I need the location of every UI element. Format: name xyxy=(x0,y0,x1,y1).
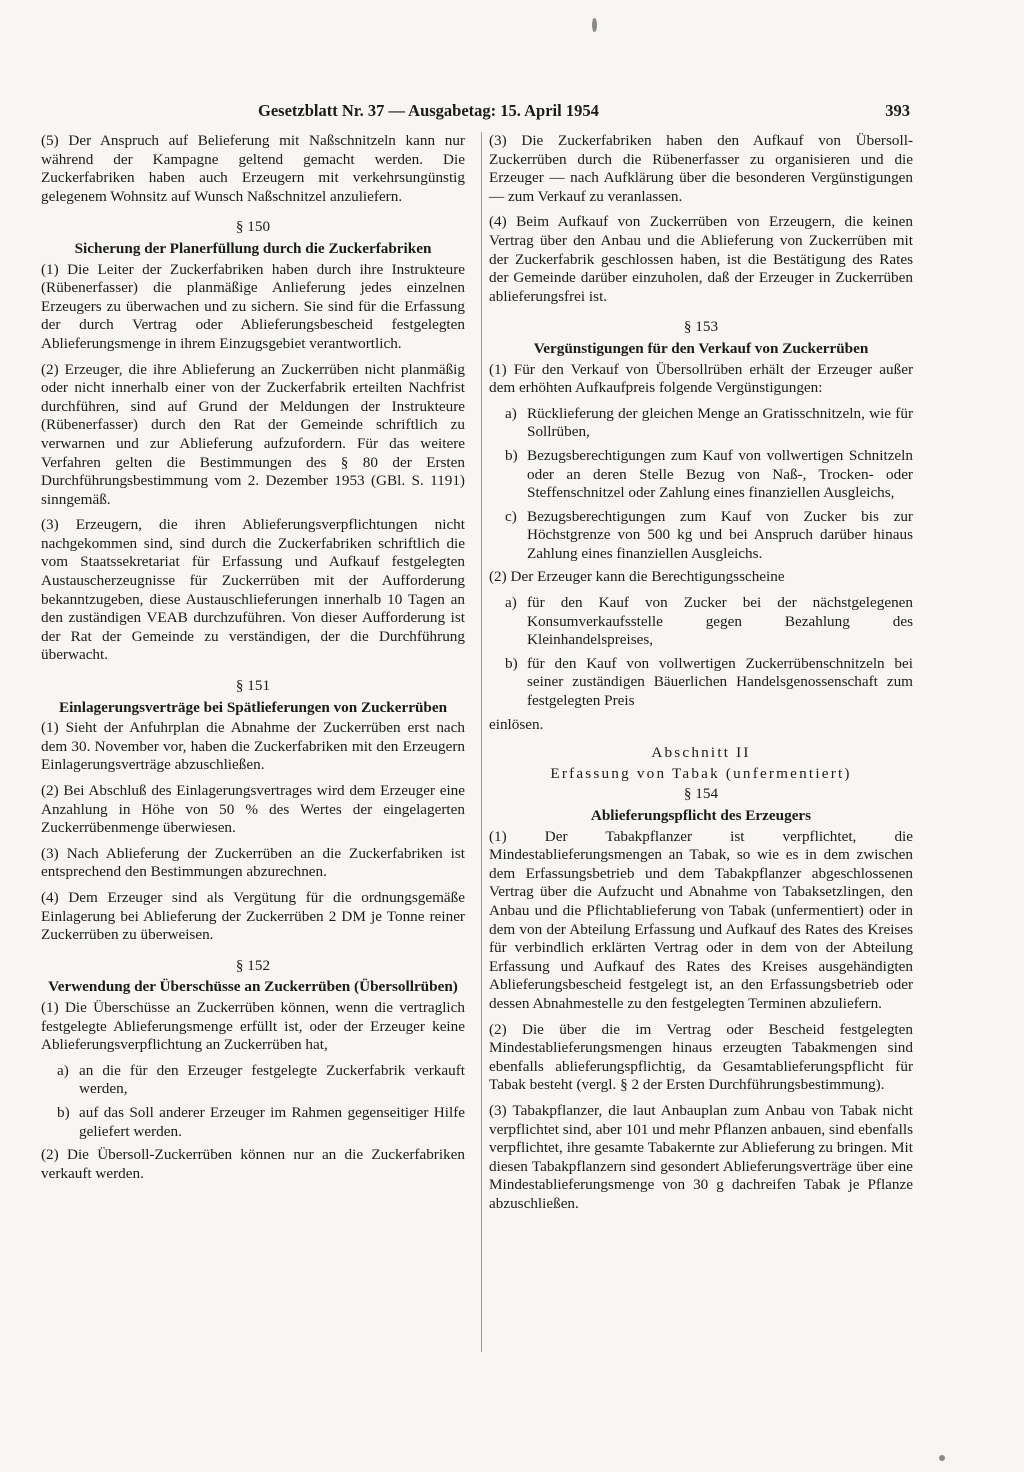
list-label: b) xyxy=(57,1103,70,1121)
list-label: a) xyxy=(57,1061,69,1079)
paragraph-152-1: (1) Die Überschüsse an Zuckerrüben können, wenn die vertraglich festgelegte Ablieferungsmenge erfüllt ist, oder der Erzeuger keine Ablieferungsverpflichtung an Zuckerrüben hat, xyxy=(41,998,465,1054)
section-number-150: § 150 xyxy=(235,218,271,236)
paragraph-151-1: (1) Sieht der Anfuhrplan die Abnahme der Zuckerrüben erst nach dem 30. November vor, haben die Zuckerfabriken mit den Erzeugern Einlagerungsverträge abzuschließen. xyxy=(41,719,465,774)
section-title-153: Vergünstigungen für den Verkauf von Zuckerrüben xyxy=(533,339,869,357)
section-number-151: § 151 xyxy=(235,677,271,695)
list-label: a) xyxy=(505,404,517,422)
section-title-152: Verwendung der Überschüsse an Zuckerrüben (Übersollrüben) xyxy=(48,978,458,996)
part-subheading: Erfassung von Tabak (unfermentiert) xyxy=(550,764,852,782)
list-item xyxy=(489,508,913,564)
page-header xyxy=(258,101,910,125)
list-item xyxy=(41,1104,465,1141)
part-heading: Abschnitt II xyxy=(651,744,751,762)
list-text: Bezugsberechtigungen zum Kauf von Zucker bis zur Höchstgrenze von 500 kg und bei Anspruch darüber hinaus Zahlung eines finanziellen Ausgleichs. xyxy=(527,507,913,562)
section-number-152: § 152 xyxy=(235,956,271,974)
right-column xyxy=(489,132,913,1220)
list-text: für den Kauf von Zucker bei der nächstgelegenen Konsumverkaufsstelle gegen Bezahlung des Kleinhandelspreises, xyxy=(527,594,913,649)
list-item xyxy=(489,655,913,711)
list-item xyxy=(41,1062,465,1099)
page-number: 393 xyxy=(885,101,910,120)
list-text: Bezugsberechtigungen zum Kauf von vollwertigen Schnitzeln oder an deren Stelle Bezug von Naß-, Trocken- oder Steffenschnitzel oder Zahlung eines finanziellen Ausgleichs, xyxy=(527,446,913,502)
paragraph-150-2: (2) Erzeuger, die ihre Ablieferung an Zuckerrüben nicht planmäßig oder nicht innerhalb einer von der Zuckerfabrik erteilten Nachfrist durchführen, sind auf Grund der Meldungen der Instrukteure (Rübenerfasser) durch den Rat der Gemeinde schriftlich zu verwarnen und zur Ablieferung aufzufordern. Für das weitere Verfahren gelten die Bestimmungen des § 80 der Ersten Durchführungsbestimmung vom 2. Dezember 1953 (GBl. S. 1191) sinngemäß. xyxy=(41,360,465,508)
paragraph-153-1: (1) Für den Verkauf von Übersollrüben erhält der Erzeuger außer dem erhöhten Aufkaufpreis folgende Vergünstigungen: xyxy=(489,360,913,397)
paragraph-151-3: (3) Nach Ablieferung der Zuckerrüben an die Zuckerfabriken ist entsprechend den Bestimmungen abzurechnen. xyxy=(41,844,465,881)
list-text: für den Kauf von vollwertigen Zuckerrübenschnitzeln bei seiner zuständigen Bäuerlichen Handelsgenossenschaft zum festgelegten Preis xyxy=(527,654,913,710)
list-label: b) xyxy=(505,654,518,672)
list-label: a) xyxy=(505,594,517,612)
list-item xyxy=(489,405,913,442)
list-text: Rücklieferung der gleichen Menge an Gratisschnitzeln, wie für Sollrüben, xyxy=(527,404,913,441)
list-item xyxy=(489,594,913,650)
list-label: c) xyxy=(505,507,517,525)
paragraph-154-2: (2) Die über die im Vertrag oder Bescheid festgelegten Mindestablieferungsmengen hinaus erzeugten Tabakmengen sind ebenfalls ablieferungspflichtig, da Gesamtablieferungspflicht für Tabak besteht (vergl. § 2 der Ersten Durchführungsbestimmung). xyxy=(489,1020,913,1094)
column-divider xyxy=(481,132,482,1352)
paragraph-151-4: (4) Dem Erzeuger sind als Vergütung für die ordnungsgemäße Einlagerung bei Ablieferung der Zuckerrüben 2 DM je Tonne reiner Zuckerrüben zu überweisen. xyxy=(41,888,465,944)
list-text: auf das Soll anderer Erzeuger im Rahmen gegenseitiger Hilfe geliefert werden. xyxy=(79,1103,465,1140)
left-column xyxy=(41,132,465,1190)
section-title-151: Einlagerungsverträge bei Spätlieferungen von Zuckerrüben xyxy=(58,698,448,716)
list-label: b) xyxy=(505,446,518,464)
section-number-154: § 154 xyxy=(683,785,719,803)
paragraph-152-4: (4) Beim Aufkauf von Zuckerrüben von Erzeugern, die keinen Vertrag über den Anbau und die Ablieferung von Zuckerrüben mit der Zuckerfabrik geschlossen haben, ist die Bestätigung des Rates der Gemeinde darüber einzuholen, daß der Erzeuger in Zuckerrüben ablieferungsfrei ist. xyxy=(489,213,913,305)
running-title: Gesetzblatt Nr. 37 — Ausgabetag: 15. April 1954 xyxy=(258,101,599,120)
section-number-153: § 153 xyxy=(683,318,719,336)
paragraph-152-2: (2) Die Übersoll-Zuckerrüben können nur an die Zuckerfabriken verkauft werden. xyxy=(41,1146,465,1182)
paragraph-153-2: (2) Der Erzeuger kann die Berechtigungsscheine xyxy=(489,568,785,586)
paragraph-154-3: (3) Tabakpflanzer, die laut Anbauplan zum Anbau von Tabak nicht verpflichtet sind, aber 101 und mehr Pflanzen anbauen, sind ebenfalls verpflichtet, ihre gesamte Tabakernte zur Ablieferung zu bringen. Mit diesen Tabakpflanzern sind gesondert Ablieferungsverträge über eine Mindestablieferungsmenge von 30 g dachreifen Tabak je Pflanze abzuschließen. xyxy=(489,1101,913,1212)
section-title-150: Sicherung der Planerfüllung durch die Zuckerfabriken xyxy=(74,239,432,257)
paragraph-150-1: (1) Die Leiter der Zuckerfabriken haben durch ihre Instrukteure (Rübenerfasser) die planmäßige Anlieferung jedes einzelnen Erzeugers zu überwachen und zu sichern. Sie sind für die Erfassung der durch Vertrag oder Ablieferungsbescheid festgelegten Ablieferungsmenge in ihrem Einzugsgebiet verantwortlich. xyxy=(41,260,465,352)
paragraph-149-5: (5) Der Anspruch auf Belieferung mit Naßschnitzeln kann nur während der Kampagne geltend gemacht werden. Die Zuckerfabriken haben auch Erzeugern mit verkehrsungünstig gelegenem Wohnsitz auf Wunsch Naßschnitzel anzuliefern. xyxy=(41,132,465,205)
paragraph-152-3: (3) Die Zuckerfabriken haben den Aufkauf von Übersoll-Zuckerrüben durch die Rübenerfasser zu organisieren und die Erzeuger — nach Aufklärung über die besonderen Vergünstigungen — zum Verkauf zu veranlassen. xyxy=(489,132,913,205)
paragraph-153-2-end: einlösen. xyxy=(489,715,544,733)
scan-speck xyxy=(592,18,597,32)
list-text: an die für den Erzeuger festgelegte Zuckerfabrik verkauft werden, xyxy=(79,1061,465,1098)
list-item xyxy=(489,447,913,503)
scan-speck xyxy=(939,1455,945,1461)
paragraph-154-1: (1) Der Tabakpflanzer ist verpflichtet, die Mindestablieferungsmengen an Tabak, so wie es in dem zwischen dem Erfassungsbetrieb und dem Tabakpflanzer abgeschlossenen Vertrag über die Aufzucht und Abnahme von Tabaksetzlingen, den Anbau und die Pflichtablieferung von Tabak (unfermentiert) oder in dem von der Abteilung Erfassung und Aufkauf des Rates des Kreises für verbindlich erklärten Vertrag oder in dem von der Abteilung Erfassung und Aufkauf des Rates des Kreises ausgehändigten Ablieferungsbescheid festgelegt ist, an den Erfassungsbetrieb oder dessen Abnahmestelle zu den festgelegten Terminen abzuliefern. xyxy=(489,827,913,1012)
section-title-154: Ablieferungspflicht des Erzeugers xyxy=(590,807,812,824)
paragraph-150-3: (3) Erzeugern, die ihren Ablieferungsverpflichtungen nicht nachgekommen sind, sind durch die Zuckerfabriken schriftlich die vom Staatssekretariat für Erfassung und Aufkauf festgelegten Austauscherzeugnisse für Zuckerrüben mit der Aufforderung bekanntzugeben, diese Austauschlieferungen innerhalb 10 Tagen an den zuständigen VEAB durchzuführen. Von dieser Aufforderung ist der Rat der Gemeinde zu verständigen, der die Durchführung überwacht. xyxy=(41,516,465,664)
paragraph-151-2: (2) Bei Abschluß des Einlagerungsvertrages wird dem Erzeuger eine Anzahlung in Höhe von 50 % des Wertes der eingelagerten Zuckerrübenmenge überwiesen. xyxy=(41,782,465,837)
